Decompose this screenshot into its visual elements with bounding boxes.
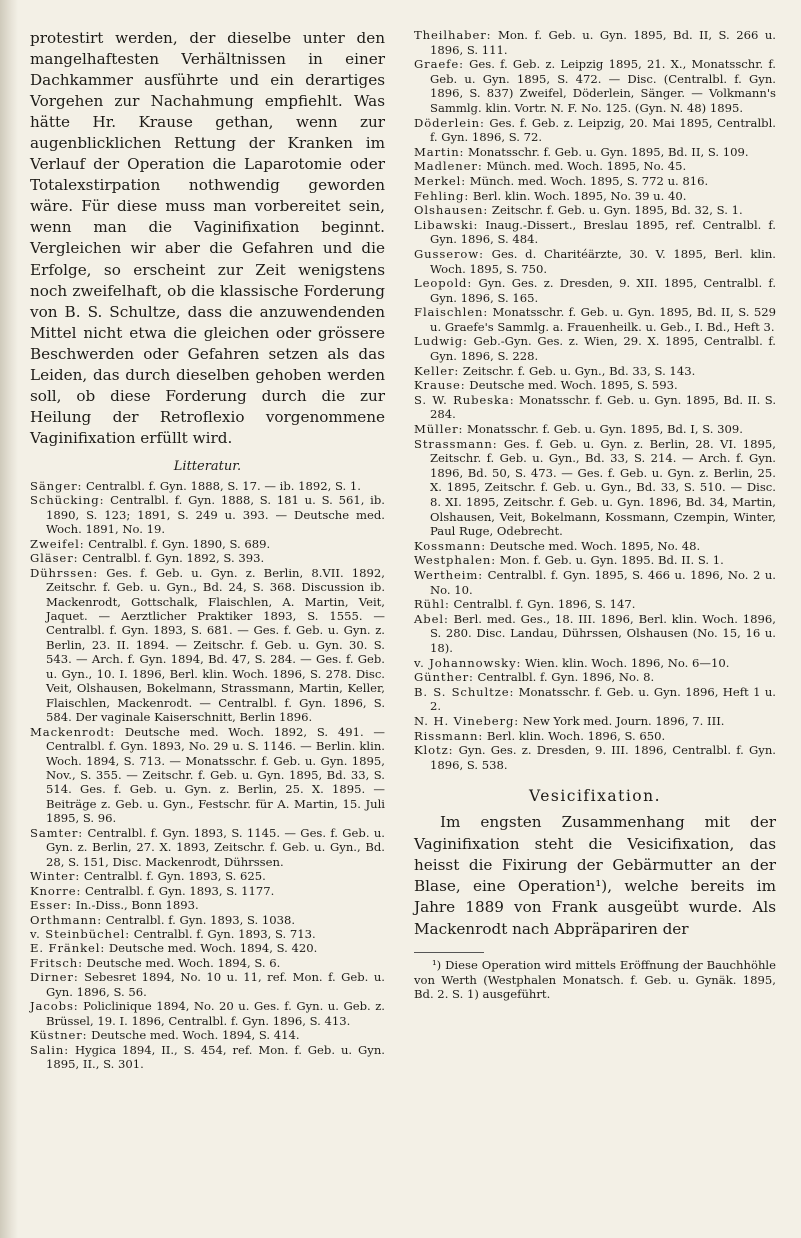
reference-author: Jacobs: — [30, 999, 79, 1014]
reference-citation: Mon. f. Geb. u. Gyn. 1895, Bd. II, S. 266 u. 1896, S. 111. — [430, 28, 776, 57]
reference-citation: Deutsche med. Woch. 1894, S. 420. — [105, 941, 318, 956]
reference-author: Fritsch: — [30, 955, 83, 970]
reference-citation: Ges. f. Geb. u. Gyn. z. Berlin, 28. VI. 1895, Zeitschr. f. Geb. u. Gyn., Bd. 33, S. 214. — Arch. f. Gyn. 1896, Bd. 50, S. 473. — Ges. f. Geb. u. Gyn. z. Berlin, 25. X. 1895, Zeitschr. f. Geb. u. Gyn., Bd. 33, S. 510. — Disc. 8. XI. 1895, Zeitschr. f. Geb. u. Gyn. 1896, Bd. 34, Martin, Olshausen, Veit, Bokelmann, Kossmann, Czempin, Winter, Paul Ruge, Odebrecht. — [430, 436, 776, 539]
reference-entry — [414, 670, 776, 685]
reference-entry — [414, 437, 776, 539]
reference-entry — [30, 826, 385, 869]
reference-entry — [414, 553, 776, 568]
reference-author: Graefe: — [414, 57, 464, 72]
reference-author: Sänger: — [30, 478, 83, 493]
reference-author: Abel: — [414, 611, 449, 626]
reference-author: Theilhaber: — [414, 28, 492, 42]
reference-author: N. H. Vineberg: — [414, 713, 520, 728]
reference-citation: Ges. f. Geb. u. Gyn. z. Berlin, 8.VII. 1892, Zeitschr. f. Geb. u. Gyn., Bd. 24, S. 368. Discussion ib. Mackenrodt, Gottschalk, Flaischlen, A. Martin, Veit, Jaquet. — Aerztlicher Praktiker 1893, S. 1555. — Centralbl. f. Gyn. 1893, S. 681. — Ges. f. Geb. u. Gyn. z. Berlin, 23. II. 1894. — Zeitschr. f. Geb. u. Gyn. 30. S. 543. — Arch. f. Gyn. 1894, Bd. 47, S. 284. — Ges. f. Geb. u. Gyn., 10. I. 1896, Berl. klin. Woch. 1896, S. 278. Disc. Veit, Olshausen, Bokelmann, Strassmann, Martin, Keller, Flaischlen, Mackenrodt. — Centralbl. f. Gyn. 1896, S. 584. Der vaginale Kaiserschnitt, Berlin 1896. — [46, 565, 385, 725]
reference-entry — [414, 276, 776, 305]
reference-entry — [414, 189, 776, 204]
page-gutter-shadow — [0, 0, 18, 1238]
reference-author: Martin: — [414, 144, 465, 159]
reference-entry — [414, 305, 776, 334]
reference-citation: Centralbl. f. Gyn. 1896, No. 8. — [473, 670, 655, 685]
reference-entry — [30, 493, 385, 536]
reference-entry — [414, 174, 776, 189]
reference-citation: Mon. f. Geb. u. Gyn. 1895. Bd. II. S. 1. — [496, 553, 724, 568]
reference-citation: Centralbl. f. Gyn. 1890, S. 689. — [84, 536, 271, 551]
reference-entry — [414, 612, 776, 656]
intro-paragraph: protestirt werden, der dieselbe unter den mangelhaftesten Verhältnissen in einer Dachkammer ausführte und ein derartiges Vorgehen zur Nachahmung empfiehlt. Was hätte Hr. Krause gethan, wenn zur augenblicklichen Rettung der Kranken im Verlauf der Operation die Laparotomie oder Totalexstirpation nothwendig geworden wäre. Für diese muss man vorbereitet sein, wenn man die Vaginifixation beginnt. Vergleichen wir aber die Gefahren und die Erfolge, so erscheint zur Zeit wenigstens noch zweifelhaft, ob die klassische Forderung von B. S. Schultze, dass die anzuwendenden Mittel nicht etwa die gleichen oder grössere Beschwerden oder Gefahren setzen als das Leiden, das durch dieselben gehoben werden soll, ob diese Forderung durch die zur Heilung der Retroflexio vorgenommene Vaginifixation erfüllt wird. — [30, 29, 385, 447]
reference-entry — [30, 898, 385, 912]
reference-entry — [30, 479, 385, 493]
reference-citation: Sebesret 1894, No. 10 u. 11, ref. Mon. f. Geb. u. Gyn. 1896, S. 56. — [46, 970, 385, 999]
reference-author: Schücking: — [30, 493, 105, 508]
reference-author: Gläser: — [30, 551, 79, 566]
reference-entry — [30, 884, 385, 898]
reference-author: Dührssen: — [30, 565, 99, 580]
reference-citation: Deutsche med. Woch. 1892, S. 491. — Centralbl. f. Gyn. 1893, No. 29 u. S. 1146. — Berlin. klin. Woch. 1894, S. 713. — Monatsschr. f. Geb. u. Gyn. 1895, Nov., S. 355. — Zeitschr. f. Geb. u. Gyn. 1895, Bd. 33, S. 514. Ges. f. Geb. u. Gyn. z. Berlin, 25. X. 1895. — Beiträge z. Geb. u. Gyn., Festschr. für A. Martin, 15. Juli 1895, S. 96. — [46, 724, 385, 826]
reference-citation: Centralbl. f. Gyn. 1893, S. 625. — [80, 869, 266, 884]
reference-citation: Centralbl. f. Gyn. 1893, S. 1145. — Ges. f. Geb. u. Gyn. z. Berlin, 27. X. 1893, Zeitschr. f. Geb. u. Gyn., Bd. 28, S. 151, Disc. Mackenrodt, Dührssen. — [46, 825, 385, 869]
reference-citation: Münch. med. Woch. 1895, S. 772 u. 816. — [466, 173, 709, 188]
reference-entry — [30, 1028, 385, 1042]
reference-author: Gusserow: — [414, 246, 484, 261]
reference-citation: Centralbl. f. Gyn. 1893, S. 1177. — [81, 883, 275, 898]
reference-author: Westphalen: — [414, 553, 497, 568]
footnote: ¹) Diese Operation wird mittels Eröffnung der Bauchhöhle von Werth (Westphalen Monatsch. f. Geb. u. Gynäk. 1895, Bd. 2. S. 1) ausgeführt. — [414, 958, 776, 1002]
reference-entry — [414, 656, 776, 671]
reference-author: Leopold: — [414, 276, 473, 291]
reference-entry — [414, 247, 776, 276]
reference-citation: Gyn. Ges. z. Dresden, 9. XII. 1895, Centralbl. f. Gyn. 1896, S. 165. — [430, 276, 776, 305]
reference-author: Zweifel: — [30, 536, 85, 551]
reference-citation: Policlinique 1894, No. 20 u. Ges. f. Gyn. u. Geb. z. Brüssel, 19. I. 1896, Centralbl. f. Gyn. 1896, S. 413. — [46, 999, 385, 1028]
reference-citation: Centralbl. f. Gyn. 1893, S. 713. — [130, 926, 316, 941]
reference-author: Keller: — [414, 363, 460, 378]
reference-citation: Ges. f. Geb. z. Leipzig 1895, 21. X., Monatsschr. f. Geb. u. Gyn. 1895, S. 472. — Disc. (Centralbl. f. Gyn. 1896, S. 837) Zweifel, Döderlein, Sänger. — Volkmann's Sammlg. klin. Vortr. N. F. No. 125. (Gyn. N. 48) 1895. — [430, 57, 776, 115]
reference-author: Klotz: — [414, 743, 454, 758]
right-column — [414, 28, 776, 1002]
reference-entry — [414, 743, 776, 772]
reference-entry — [30, 1043, 385, 1072]
reference-citation: Ges. f. Geb. z. Leipzig, 20. Mai 1895, Centralbl. f. Gyn. 1896, S. 72. — [430, 115, 776, 145]
reference-author: Strassmann: — [414, 436, 498, 451]
reference-author: v. Johannowsky: — [414, 655, 522, 670]
reference-citation: Geb.-Gyn. Ges. z. Wien, 29. X. 1895, Centralbl. f. Gyn. 1896, S. 228. — [430, 334, 776, 364]
reference-citation: In.-Diss., Bonn 1893. — [72, 898, 199, 913]
reference-author: Orthmann: — [30, 912, 103, 927]
reference-entry — [414, 28, 776, 57]
reference-citation: Berl. klin. Woch. 1896, S. 650. — [483, 728, 666, 743]
reference-author: Wertheim: — [414, 567, 484, 582]
reference-author: Rissmann: — [414, 728, 484, 743]
literature-heading: Litteratur. — [173, 458, 242, 474]
reference-entry — [414, 568, 776, 597]
reference-citation: Monatsschr. f. Geb. u. Gyn. 1895, Bd. II, S. 529 u. Graefe's Sammlg. a. Frauenheilk. u. Geb., I. Bd., Heft 3. — [430, 305, 776, 334]
reference-citation: Ges. d. Charitéärzte, 30. V. 1895, Berl. klin. Woch. 1895, S. 750. — [430, 246, 776, 276]
reference-citation: Gyn. Ges. z. Dresden, 9. III. 1896, Centralbl. f. Gyn. 1896, S. 538. — [430, 743, 776, 772]
reference-citation: Münch. med. Woch. 1895, No. 45. — [482, 159, 687, 174]
reference-author: Küstner: — [30, 1028, 88, 1043]
reference-author: Fehling: — [414, 188, 470, 203]
reference-author: Döderlein: — [414, 115, 485, 130]
reference-citation: Centralbl. f. Gyn. 1892, S. 393. — [78, 551, 265, 566]
reference-entry — [414, 364, 776, 379]
reference-author: Olshausen: — [414, 203, 489, 218]
reference-citation: Monatsschr. f. Geb. u. Gyn. 1895, Bd. I, S. 309. — [463, 422, 743, 437]
reference-citation: Deutsche med. Woch. 1894, S. 414. — [87, 1028, 300, 1043]
reference-citation: Centralbl. f. Gyn. 1895, S. 466 u. 1896, No. 2 u. No. 10. — [430, 567, 776, 597]
reference-citation: Centralbl. f. Gyn. 1896, S. 147. — [449, 597, 636, 612]
reference-author: S. W. Rubeska: — [414, 392, 515, 407]
reference-entry — [414, 159, 776, 174]
reference-author: Libawski: — [414, 217, 479, 232]
reference-entry — [414, 378, 776, 393]
reference-citation: Inaug.-Dissert., Breslau 1895, ref. Centralbl. f. Gyn. 1896, S. 484. — [430, 217, 776, 247]
reference-citation: Berl. klin. Woch. 1895, No. 39 u. 40. — [469, 188, 687, 203]
reference-author: Knorre: — [30, 883, 82, 898]
reference-entry — [30, 927, 385, 941]
reference-author: Müller: — [414, 422, 464, 437]
reference-author: Madlener: — [414, 159, 483, 174]
reference-citation: Hygica 1894, II., S. 454, ref. Mon. f. Geb. u. Gyn. 1895, II., S. 301. — [46, 1042, 385, 1072]
reference-citation: Berl. med. Ges., 18. III. 1896, Berl. klin. Woch. 1896, S. 280. Disc. Landau, Dührssen, Olshausen (No. 15, 16 u. 18). — [430, 611, 776, 655]
reference-citation: Zeitschr. f. Geb. u. Gyn., Bd. 33, S. 143. — [459, 363, 696, 378]
reference-author: Mackenrodt: — [30, 724, 116, 739]
reference-entry — [414, 203, 776, 218]
reference-citation: Monatsschr. f. Geb. u. Gyn. 1896, Heft 1 u. 2. — [430, 684, 776, 714]
reference-entry — [414, 116, 776, 145]
reference-entry — [30, 970, 385, 999]
reference-author: Günther: — [414, 670, 474, 685]
reference-entry — [414, 597, 776, 612]
reference-entry — [414, 334, 776, 363]
reference-author: Flaischlen: — [414, 305, 489, 320]
reference-author: Merkel: — [414, 173, 467, 188]
reference-citation: Centralbl. f. Gyn. 1888, S. 17. — ib. 1892, S. 1. — [82, 478, 361, 493]
footnote-rule — [414, 952, 484, 953]
reference-entry — [30, 999, 385, 1028]
section-paragraph: Im engsten Zusammenhang mit der Vaginifixation steht die Vesicifixation, das heisst die Fixirung der Gebärmutter an der Blase, eine Operation¹), welche bereits im Jahre 1889 von Frank ausgeübt wurde. Als Mackenrodt nach Abpräpariren der — [414, 813, 776, 938]
reference-citation: New York med. Journ. 1896, 7. III. — [519, 713, 725, 728]
left-column — [30, 28, 385, 1072]
reference-author: Winter: — [30, 869, 81, 884]
reference-entry — [30, 725, 385, 826]
reference-author: Krause: — [414, 378, 466, 393]
reference-entry — [414, 218, 776, 247]
reference-citation: Centralbl. f. Gyn. 1893, S. 1038. — [102, 912, 296, 927]
reference-citation: Monatsschr. f. Geb. u. Gyn. 1895, Bd. II. S. 284. — [430, 392, 777, 422]
reference-citation: Wien. klin. Woch. 1896, No. 6—10. — [521, 655, 730, 670]
reference-entry — [414, 393, 776, 422]
reference-entry — [30, 956, 385, 970]
reference-author: B. S. Schultze: — [414, 684, 515, 699]
right-reference-list — [414, 28, 776, 772]
reference-author: v. Steinbüchel: — [30, 926, 131, 941]
reference-citation: Zeitschr. f. Geb. u. Gyn. 1895, Bd. 32, S. 1. — [488, 203, 743, 218]
reference-entry — [30, 913, 385, 927]
reference-author: Ludwig: — [414, 334, 468, 349]
reference-citation: Deutsche med. Woch. 1895, No. 48. — [486, 538, 701, 553]
reference-citation: Centralbl. f. Gyn. 1888, S. 181 u. S. 561, ib. 1890, S. 123; 1891, S. 249 u. 393. — Deutsche med. Woch. 1891, No. 19. — [46, 493, 385, 537]
reference-author: Salin: — [30, 1042, 70, 1057]
reference-author: Rühl: — [414, 597, 450, 612]
reference-entry — [30, 537, 385, 551]
reference-entry — [414, 57, 776, 115]
reference-entry — [30, 566, 385, 725]
reference-author: Dirner: — [30, 970, 79, 985]
reference-entry — [414, 685, 776, 714]
reference-entry — [414, 145, 776, 160]
section-heading: Vesicifixation. — [528, 787, 662, 806]
reference-citation: Deutsche med. Woch. 1895, S. 593. — [465, 378, 678, 393]
left-reference-list — [30, 479, 385, 1072]
reference-entry — [414, 714, 776, 729]
reference-citation: Deutsche med. Woch. 1894, S. 6. — [82, 955, 281, 970]
reference-entry — [414, 539, 776, 554]
reference-entry — [414, 729, 776, 744]
reference-entry — [30, 869, 385, 883]
reference-author: Samter: — [30, 825, 84, 840]
reference-author: Esser: — [30, 898, 73, 913]
reference-entry — [30, 551, 385, 565]
reference-citation: Monatsschr. f. Geb. u. Gyn. 1895, Bd. II, S. 109. — [464, 144, 749, 159]
reference-entry — [414, 422, 776, 437]
reference-entry — [30, 941, 385, 955]
reference-author: Kossmann: — [414, 538, 487, 553]
reference-author: E. Fränkel: — [30, 941, 106, 956]
